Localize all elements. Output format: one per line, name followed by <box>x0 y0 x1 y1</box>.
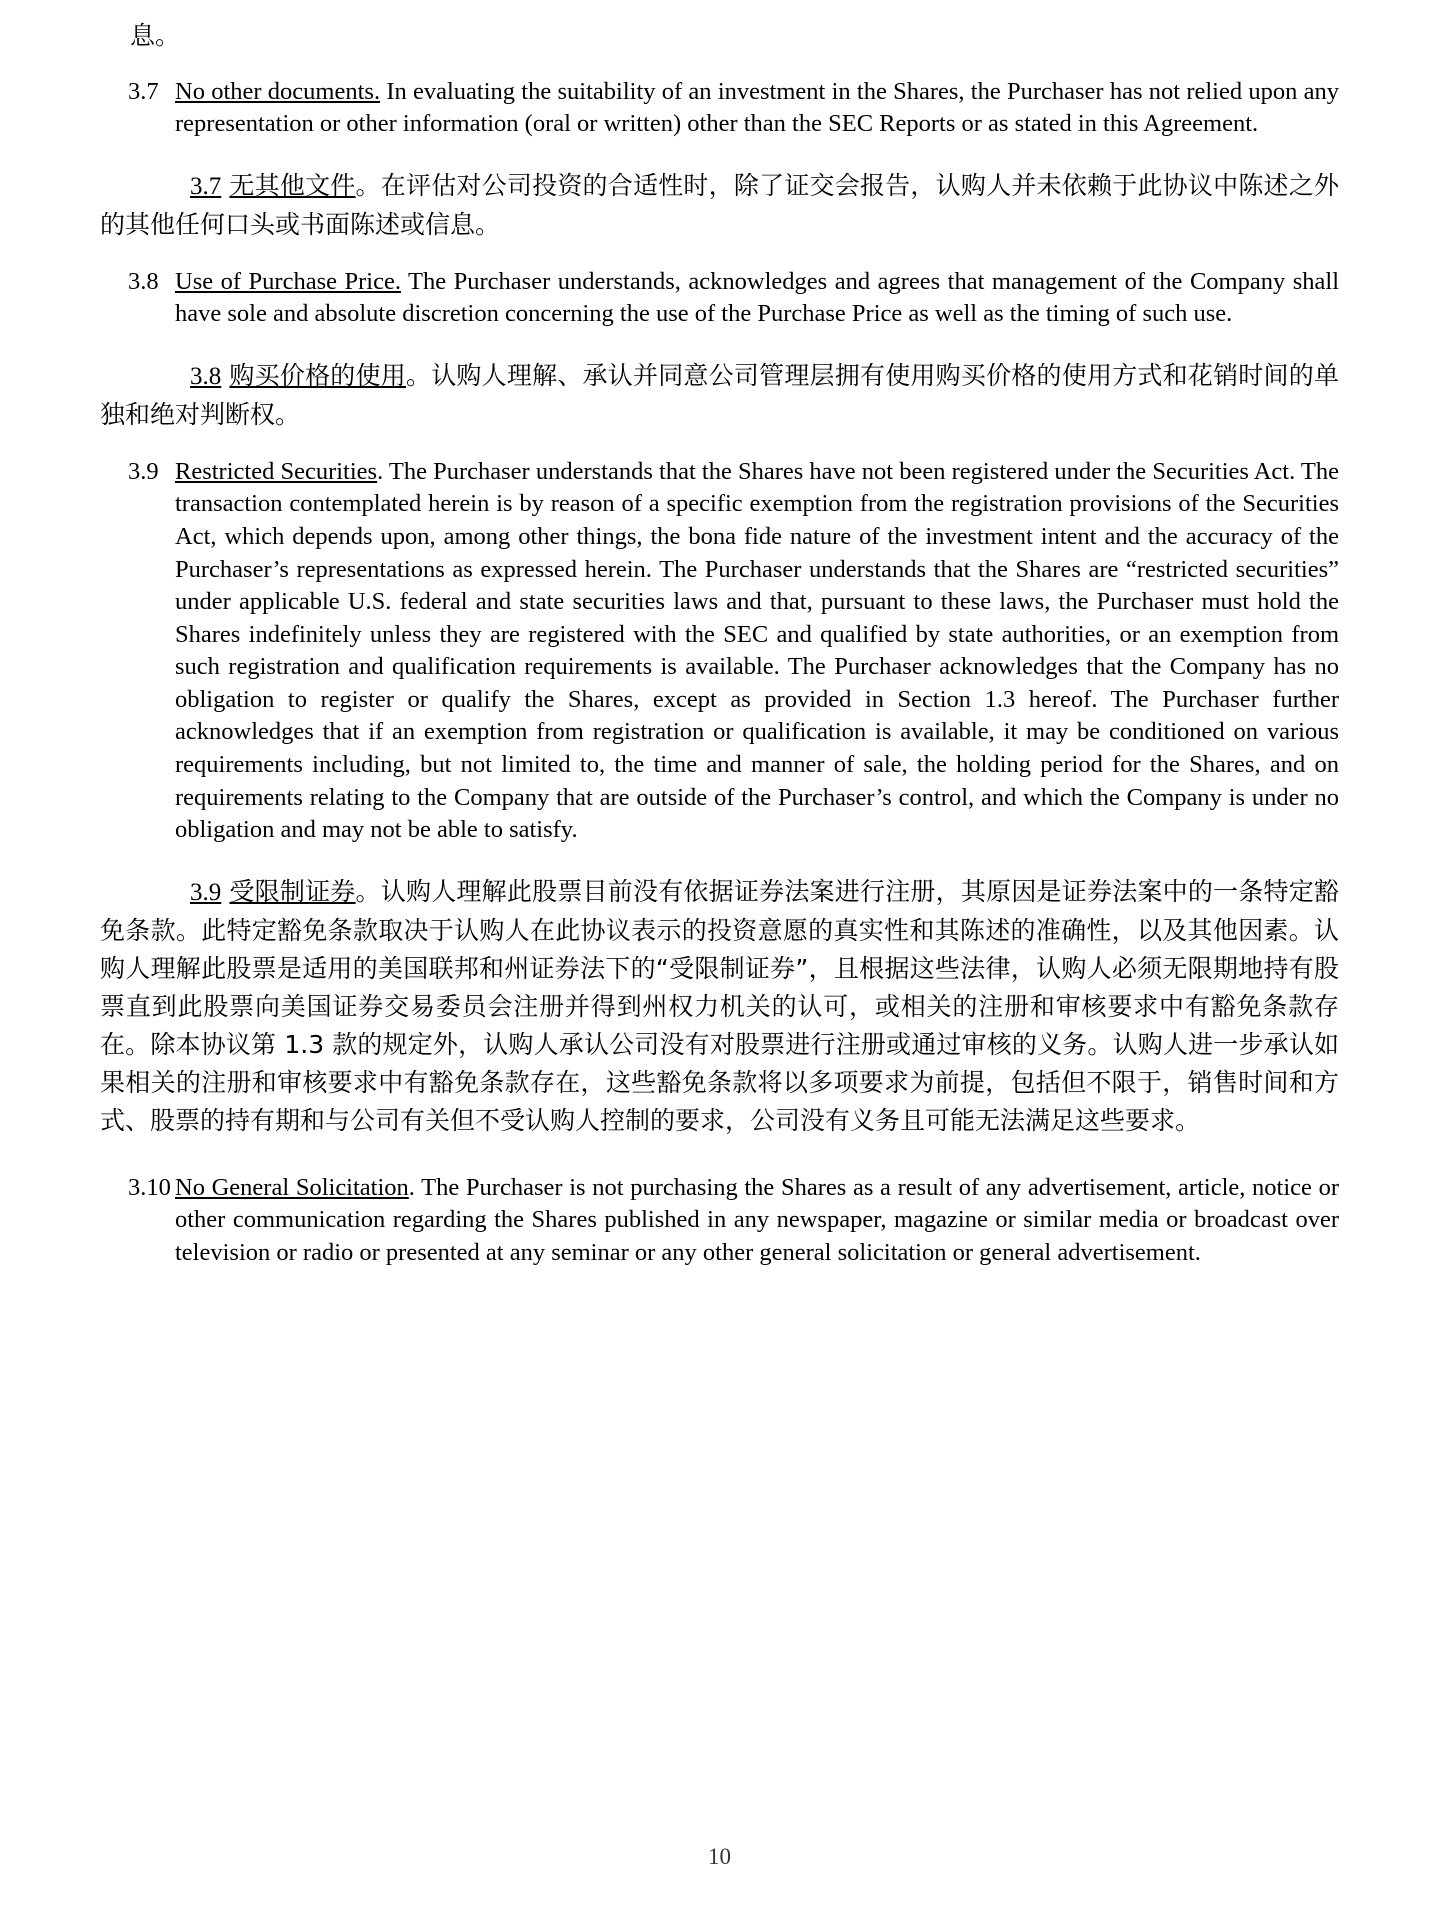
translation-body: 。认购人理解、承认并同意公司管理层拥有使用购买价格的使用方式和花销时间的单独和绝对判断权。 <box>100 360 1339 429</box>
translation-3-9 <box>100 873 1339 1140</box>
clause-heading: Restricted Securities <box>175 457 378 485</box>
translation-3-8 <box>100 357 1339 434</box>
clause-number: 3.9 <box>128 457 159 485</box>
translation-heading: 购买价格的使用 <box>229 360 406 390</box>
page-number: 10 <box>708 1844 731 1869</box>
translation-number: 3.9 <box>190 878 222 906</box>
translation-3-7 <box>100 167 1339 244</box>
translation-heading: 无其他文件 <box>229 170 356 200</box>
clause-3-9 <box>100 456 1339 847</box>
clause-number: 3.7 <box>128 77 159 105</box>
clause-body: In evaluating the suitability of an investment in the Shares, the Purchaser has not relied upon any representation or other information (oral or written) other than the SEC Reports or as stated in this Agreement. <box>175 77 1339 138</box>
clause-number: 3.8 <box>128 267 159 295</box>
translation-number: 3.7 <box>190 172 222 200</box>
clause-body: . The Purchaser understands that the Shares have not been registered under the Securities Act. The transaction contemplated herein is by reason of a specific exemption from the registration provisions of the Securities Act, which depends upon, among other things, the bona fide nature of the investment intent and the accuracy of the Purchaser’s representations as expressed herein. The Purchaser understands that the Shares are “restricted securities” under applicable U.S. federal and state securities laws and that, pursuant to these laws, the Purchaser must hold the Shares indefinitely unless they are registered with the SEC and qualified by state authorities, or an exemption from such registration and qualification requirements is available. The Purchaser acknowledges that the Company has no obligation to register or qualify the Shares, except as provided in Section 1.3 hereof. The Purchaser further acknowledges that if an exemption from registration or qualification is available, it may be conditioned on various requirements including, but not limited to, the time and manner of sale, the holding period for the Shares, and on requirements relating to the Company that are outside of the Purchaser’s control, and which the Company is under no obligation and may not be able to satisfy. <box>175 457 1339 844</box>
clause-heading: No General Solicitation <box>175 1173 409 1201</box>
clause-number: 3.10 <box>128 1173 171 1201</box>
clause-heading: No other documents. <box>175 77 381 105</box>
translation-heading: 受限制证券 <box>229 876 356 906</box>
translation-body: 。在评估对公司投资的合适性时，除了证交会报告，认购人并未依赖于此协议中陈述之外的其他任何口头或书面陈述或信息。 <box>100 170 1339 239</box>
clause-3-7 <box>100 76 1339 141</box>
clause-3-8 <box>100 266 1339 331</box>
translation-body: 。认购人理解此股票目前没有依据证券法案进行注册，其原因是证券法案中的一条特定豁免条款。此特定豁免条款取决于认购人在此协议表示的投资意愿的真实性和其陈述的准确性，以及其他因素。认购人理解此股票是适用的美国联邦和州证券法下的“受限制证券”，且根据这些法律，认购人必须无限期地持有股票直到此股票向美国证券交易委员会注册并得到州权力机关的认可，或相关的注册和审核要求中有豁免条款存在。除本协议第 1.3 款的规定外，认购人承认公司没有对股票进行注册或通过审核的义务。认购人进一步承认如果相关的注册和审核要求中有豁免条款存在，这些豁免条款将以多项要求为前提，包括但不限于，销售时间和方式、股票的持有期和与公司有关但不受认购人控制的要求，公司没有义务且可能无法满足这些要求。 <box>100 876 1339 1135</box>
clause-body: The Purchaser understands, acknowledges and agrees that management of the Company shall have sole and absolute discretion concerning the use of the Purchase Price as well as the timing of such use. <box>175 267 1339 328</box>
clause-3-10 <box>100 1172 1339 1270</box>
lead-fragment: 息。 <box>130 23 181 50</box>
clause-body: . The Purchaser is not purchasing the Shares as a result of any advertisement, article, notice or other communication regarding the Shares published in any newspaper, magazine or similar media or broadcast over television or radio or presented at any seminar or any other general solicitation or general advertisement. <box>175 1173 1339 1266</box>
translation-number: 3.8 <box>190 362 222 390</box>
clause-heading: Use of Purchase Price. <box>175 267 401 295</box>
